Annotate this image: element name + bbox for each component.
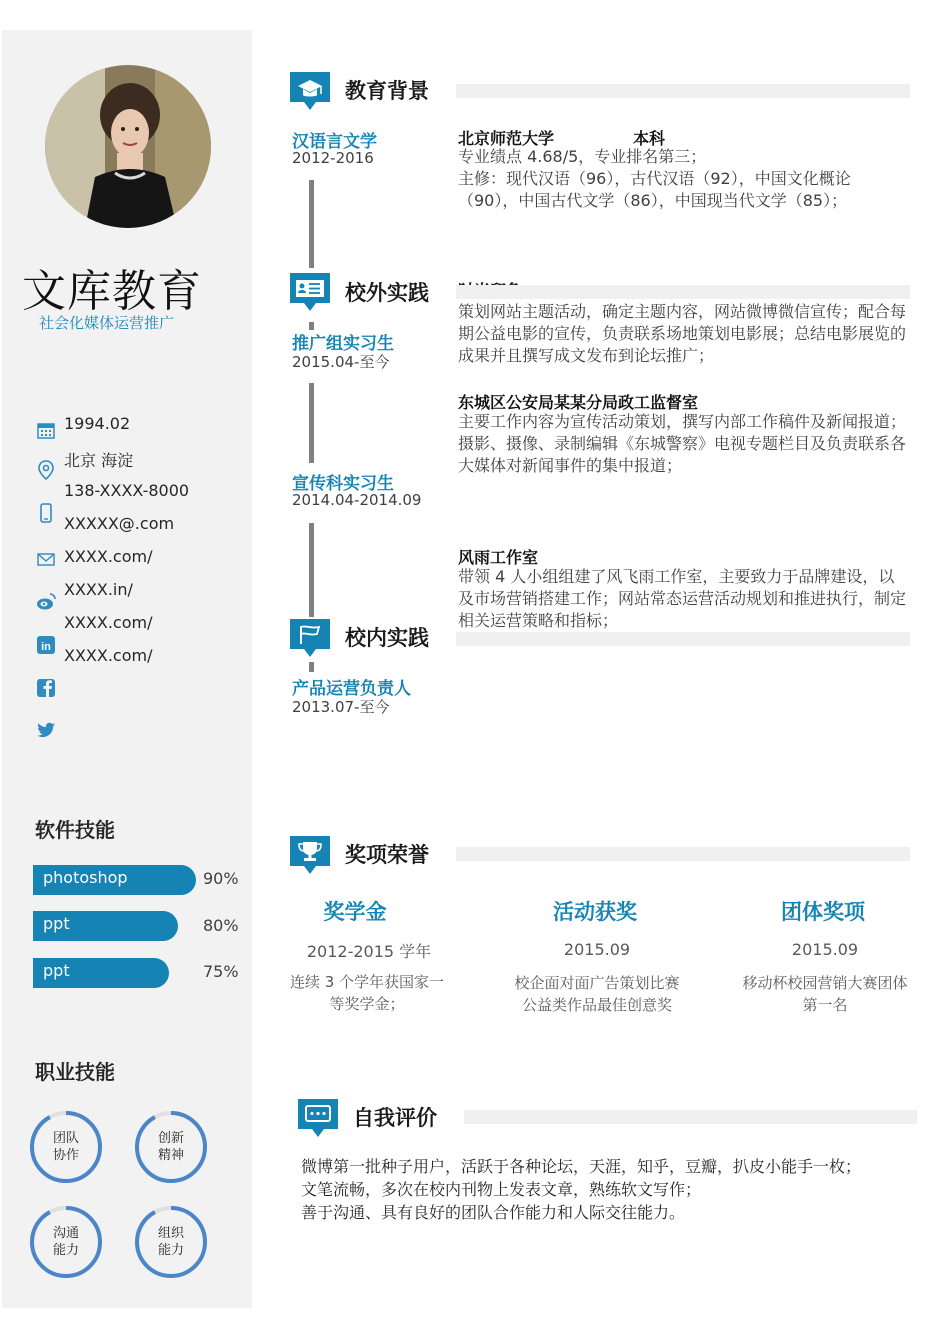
linkedin-link: XXXX.in/ bbox=[64, 580, 133, 599]
timeline-segment bbox=[309, 383, 314, 463]
trophy-icon bbox=[288, 834, 332, 878]
person-name: 文库教育 bbox=[22, 266, 202, 317]
timeline-segment bbox=[309, 180, 314, 268]
education-major: 汉语言文学 bbox=[292, 132, 377, 152]
job-period: 2014.04-2014.09 bbox=[292, 491, 422, 509]
award-title: 奖学金 bbox=[323, 900, 387, 924]
company-name: 东城区公安局某某分局政工监督室 bbox=[458, 393, 699, 412]
award-date: 2012-2015 学年 bbox=[306, 942, 432, 961]
award-date: 2015.09 bbox=[563, 940, 631, 959]
flag-icon bbox=[288, 617, 332, 661]
external-practice-title: 校外实践 bbox=[345, 281, 429, 305]
internal-practice-title: 校内实践 bbox=[345, 626, 429, 650]
skill-ring bbox=[134, 1205, 208, 1279]
location: 北京 海淀 bbox=[64, 451, 134, 470]
software-skills-heading: 软件技能 bbox=[35, 818, 115, 842]
birth-date: 1994.02 bbox=[64, 414, 131, 433]
section-rule bbox=[456, 84, 910, 98]
skill-ring bbox=[29, 1110, 103, 1184]
graduation-cap-icon bbox=[288, 70, 332, 114]
skill-ring bbox=[134, 1110, 208, 1184]
section-rule bbox=[456, 285, 910, 299]
email: XXXXX@.com bbox=[64, 514, 175, 533]
weibo-link: XXXX.com/ bbox=[64, 613, 153, 632]
job-description: 策划网站主题活动，确定主题内容，网站微博微信宣传；配合每期公益电影的宣传，负责联系场地策划电影展；总结电影展览的成果并且撰写成文发布到论坛推广； bbox=[458, 302, 907, 365]
award-description: 移动杯校园营销大赛团体第一名 bbox=[742, 974, 908, 1014]
job-title: 社会化媒体运营推广 bbox=[39, 314, 175, 332]
self-evaluation-line: 善于沟通、具有良好的团队合作能力和人际交往能力。 bbox=[301, 1203, 686, 1222]
calendar-icon bbox=[35, 419, 57, 441]
linkedin-icon bbox=[35, 634, 57, 656]
education-courses: 主修：现代汉语（96），古代汉语（92），中国文化概论（90），中国古代文学（86），中国现当代文学（85）； bbox=[458, 169, 851, 210]
job-period: 2015.04-至今 bbox=[292, 353, 390, 371]
twitter-icon bbox=[35, 719, 57, 741]
job-description: 主要工作内容为宣传活动策划，撰写内部工作稿件及新闻报道；摄影、摄像、录制编辑《东城警察》电视专题栏目及负责联系各大媒体对新闻事件的集中报道； bbox=[458, 412, 907, 475]
skill-name: ppt bbox=[43, 961, 70, 980]
campus-role: 产品运营负责人 bbox=[292, 679, 411, 699]
profile-photo bbox=[45, 65, 211, 228]
skill-bar bbox=[33, 865, 196, 895]
timeline-segment bbox=[309, 662, 314, 672]
skill-ring-label: 创新 精神 bbox=[157, 1131, 184, 1163]
skill-bar bbox=[33, 911, 178, 941]
skill-percent: 80% bbox=[203, 916, 239, 935]
chat-icon bbox=[296, 1097, 340, 1141]
timeline-segment bbox=[309, 523, 314, 617]
section-rule bbox=[464, 1110, 917, 1124]
phone-number: 138-XXXX-8000 bbox=[64, 481, 190, 500]
degree: 本科 bbox=[633, 129, 666, 148]
professional-skills-heading: 职业技能 bbox=[35, 1060, 115, 1084]
skill-percent: 90% bbox=[203, 869, 239, 888]
website-link: XXXX.com/ bbox=[64, 547, 153, 566]
job-role: 宣传科实习生 bbox=[292, 474, 394, 494]
award-title: 活动获奖 bbox=[553, 900, 637, 924]
weibo-icon bbox=[35, 590, 57, 612]
self-evaluation-line: 微博第一批种子用户，活跃于各种论坛，天涯，知乎，豆瓣，扒皮小能手一枚； bbox=[301, 1157, 862, 1176]
skill-percent: 75% bbox=[203, 962, 239, 981]
self-evaluation-line: 文笔流畅，多次在校内刊物上发表文章，熟练软文写作； bbox=[301, 1180, 702, 1199]
self-evaluation-title: 自我评价 bbox=[353, 1106, 437, 1130]
education-title: 教育背景 bbox=[345, 79, 429, 103]
job-role: 推广组实习生 bbox=[292, 334, 394, 354]
education-period: 2012-2016 bbox=[292, 149, 374, 167]
award-title: 团体奖项 bbox=[781, 900, 865, 924]
awards-title: 奖项荣誉 bbox=[345, 843, 429, 867]
skill-ring-label: 组织 能力 bbox=[157, 1226, 184, 1258]
skill-ring bbox=[29, 1205, 103, 1279]
school-name: 北京师范大学 bbox=[458, 129, 555, 148]
skill-name: ppt bbox=[43, 914, 70, 933]
social-link: XXXX.com/ bbox=[64, 646, 153, 665]
organization-name: 风雨工作室 bbox=[458, 548, 539, 567]
education-gpa: 专业绩点 4.68/5，专业排名第三； bbox=[458, 147, 707, 166]
award-description: 校企面对面广告策划比赛公益类作品最佳创意奖 bbox=[514, 974, 680, 1014]
section-rule bbox=[456, 632, 910, 646]
id-card-icon bbox=[288, 271, 332, 315]
skill-ring-label: 沟通 能力 bbox=[52, 1226, 79, 1258]
campus-period: 2013.07-至今 bbox=[292, 698, 390, 716]
skill-name: photoshop bbox=[43, 868, 128, 887]
facebook-icon bbox=[35, 677, 57, 699]
award-description: 连续 3 个学年获国家一等奖学金； bbox=[289, 973, 445, 1013]
phone-icon bbox=[35, 502, 57, 524]
location-icon bbox=[35, 459, 57, 481]
section-rule bbox=[456, 847, 910, 861]
skill-ring-label: 团队 协作 bbox=[52, 1131, 79, 1163]
svg-text:in: in bbox=[41, 641, 51, 653]
mail-icon bbox=[35, 548, 57, 570]
skill-bar bbox=[33, 958, 169, 988]
campus-description: 带领 4 人小组组建了风飞雨工作室，主要致力于品牌建设，以及市场营销搭建工作；网站常态运营活动规划和推进执行，制定相关运营策略和指标； bbox=[458, 567, 907, 630]
award-date: 2015.09 bbox=[791, 940, 859, 959]
